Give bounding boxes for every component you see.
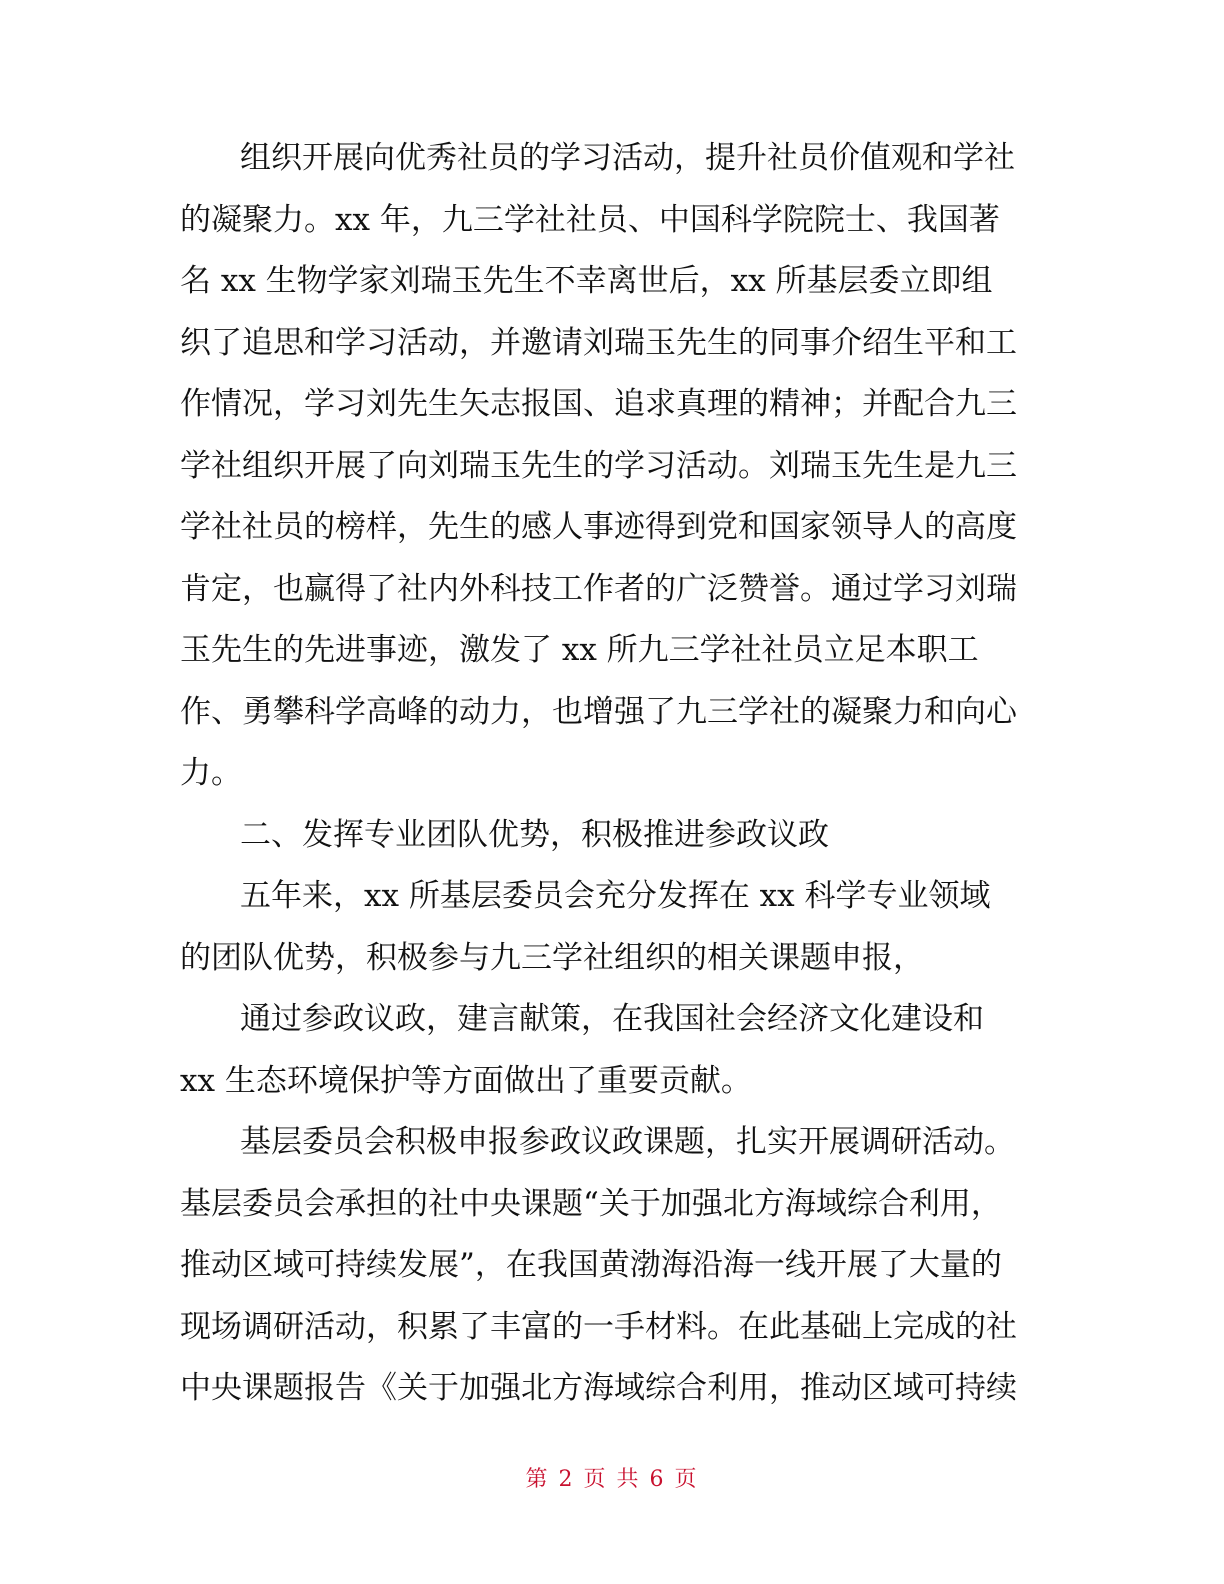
document-body <box>180 128 1040 1420</box>
paragraph-line: 织了追思和学习活动，并邀请刘瑞玉先生的同事介绍生平和工 <box>180 324 1017 361</box>
paragraph-line: 作情况，学习刘先生矢志报国、追求真理的精神；并配合九三 <box>180 386 1017 422</box>
paragraph-line: 推动区域可持续发展”，在我国黄渤海沿海一线开展了大量的 <box>180 1247 1002 1283</box>
paragraph-line: 肯定，也赢得了社内外科技工作者的广泛赞誉。通过学习刘瑞 <box>180 570 1017 607</box>
paragraph-line: xx 生态环境保护等方面做出了重要贡献。 <box>180 1062 752 1099</box>
paragraph-line: 基层委员会积极申报参政议政课题，扎实开展调研活动。 <box>240 1124 1015 1160</box>
paragraph-line: 学社社员的榜样，先生的感人事迹得到党和国家领导人的高度 <box>180 509 1017 545</box>
paragraph-line: 基层委员会承担的社中央课题“关于加强北方海域综合利用， <box>180 1185 1002 1222</box>
paragraph-line: 的凝聚力。xx 年，九三学社社员、中国科学院院士、我国著 <box>180 201 1000 238</box>
page-number-footer: 第 2 页 共 6 页 <box>525 1467 699 1492</box>
paragraph-line: 作、勇攀科学高峰的动力，也增强了九三学社的凝聚力和向心 <box>180 693 1017 730</box>
paragraph-line: 五年来，xx 所基层委员会充分发挥在 xx 科学专业领域 <box>240 878 991 914</box>
section-heading: 二、发挥专业团队优势，积极推进参政议政 <box>240 816 829 853</box>
paragraph-line: 玉先生的先进事迹，激发了 xx 所九三学社社员立足本职工 <box>180 632 979 668</box>
paragraph-line: 通过参政议政，建言献策，在我国社会经济文化建设和 <box>240 1001 984 1037</box>
paragraph-line: 组织开展向优秀社员的学习活动，提升社员价值观和学社 <box>240 140 1015 176</box>
paragraph-line: 力。 <box>180 755 242 791</box>
paragraph-line: 现场调研活动，积累了丰富的一手材料。在此基础上完成的社 <box>180 1308 1017 1345</box>
paragraph-line: 名 xx 生物学家刘瑞玉先生不幸离世后，xx 所基层委立即组 <box>180 263 993 299</box>
paragraph-line: 的团队优势，积极参与九三学社组织的相关课题申报， <box>180 939 924 976</box>
paragraph-line: 学社组织开展了向刘瑞玉先生的学习活动。刘瑞玉先生是九三 <box>180 447 1017 484</box>
paragraph-line: 中央课题报告《关于加强北方海域综合利用，推动区域可持续 <box>180 1370 1017 1406</box>
